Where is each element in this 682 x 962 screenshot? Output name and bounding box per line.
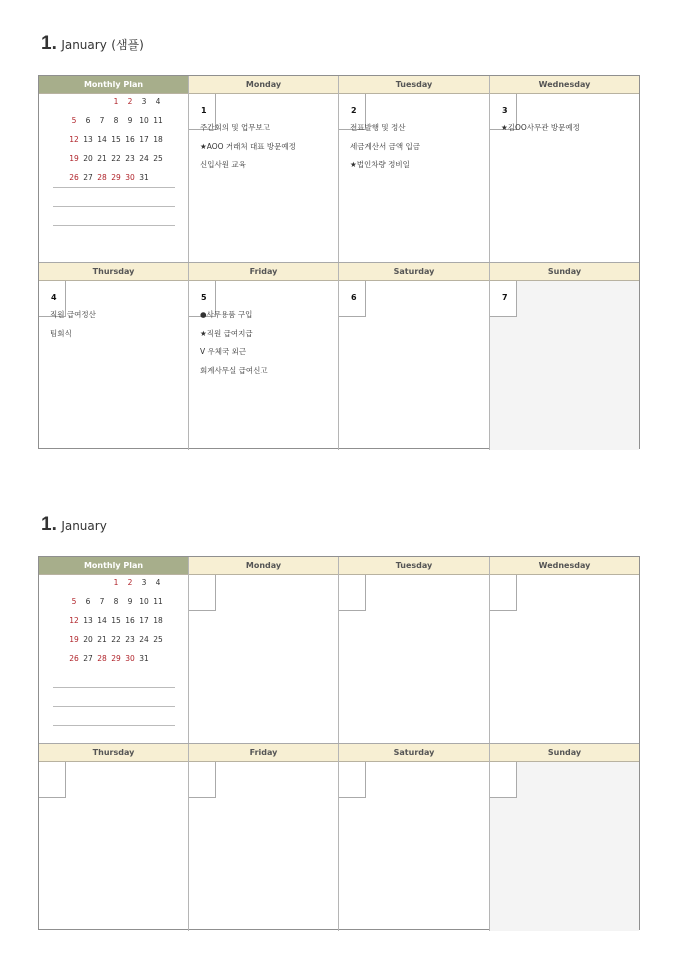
- mini-calendar-day: 2: [127, 578, 133, 587]
- header-thursday: Thursday: [39, 263, 188, 281]
- day-cell-sunday[interactable]: [490, 744, 639, 931]
- mini-calendar-day: 23: [125, 635, 135, 644]
- day-cell-saturday[interactable]: [339, 744, 490, 931]
- date-number: 4: [51, 293, 57, 302]
- mini-calendar-day: 1: [113, 97, 119, 106]
- event-item: ★김OO사무관 방문예정: [501, 123, 580, 132]
- header-thursday: Thursday: [39, 744, 188, 762]
- mini-calendar-day: 22: [111, 635, 121, 644]
- mini-calendar-day: 18: [153, 616, 163, 625]
- monthly-plan-header: Monthly Plan: [39, 76, 188, 94]
- note-line[interactable]: [53, 187, 175, 188]
- header-friday: Friday: [189, 263, 338, 281]
- date-box: [189, 762, 216, 798]
- week-row-bottom: [39, 263, 639, 450]
- mini-calendar-day: 9: [127, 116, 133, 125]
- month-name: January: [61, 519, 107, 533]
- event-item: ★법인차량 정비일: [350, 160, 410, 170]
- month-number: 1.: [41, 33, 57, 54]
- mini-calendar-day: 2: [127, 97, 133, 106]
- event-item: 직원 급여정산: [50, 310, 96, 319]
- event-item: 회계사무실 급여신고: [200, 366, 268, 376]
- mini-calendar-day: 22: [111, 154, 121, 163]
- mini-calendar-day: 14: [97, 616, 107, 625]
- event-item: 팀회식: [50, 328, 72, 338]
- mini-calendar-day: 20: [83, 635, 93, 644]
- monthly-plan-header: Monthly Plan: [39, 557, 188, 575]
- event-list: [50, 306, 186, 343]
- event-item: ★AOO 거래처 대표 방문예정: [200, 141, 296, 151]
- mini-calendar-day: 26: [69, 654, 79, 663]
- mini-calendar-day: 27: [83, 173, 93, 182]
- date-number: 7: [502, 293, 508, 302]
- day-cell-monday[interactable]: [189, 76, 339, 262]
- mini-calendar-day: 31: [139, 654, 149, 663]
- day-cell-friday[interactable]: [189, 744, 339, 931]
- mini-calendar-day: 11: [153, 116, 163, 125]
- note-line[interactable]: [53, 687, 175, 688]
- header-tuesday: Tuesday: [339, 557, 489, 575]
- header-sunday: Sunday: [490, 744, 639, 762]
- day-cell-friday[interactable]: [189, 263, 339, 450]
- mini-calendar-day: 17: [139, 616, 149, 625]
- mini-calendar-day: 20: [83, 154, 93, 163]
- mini-calendar-day: 13: [83, 135, 93, 144]
- title-sample-note: (샘플): [111, 38, 144, 52]
- monthly-plan-cell: [39, 557, 189, 743]
- header-monday: Monday: [189, 557, 338, 575]
- header-wednesday: Wednesday: [490, 76, 639, 94]
- date-box: [339, 575, 366, 611]
- day-cell-tuesday[interactable]: [339, 76, 490, 262]
- page-title: [41, 33, 144, 55]
- event-item: 신입사원 교육: [200, 160, 246, 170]
- date-box: [490, 575, 517, 611]
- monthly-plan-sheet: [38, 75, 640, 449]
- mini-calendar-day: 12: [69, 135, 79, 144]
- mini-calendar-day: 15: [111, 135, 121, 144]
- mini-calendar-day: 14: [97, 135, 107, 144]
- event-item: V 우체국 외근: [200, 347, 247, 357]
- header-tuesday: Tuesday: [339, 76, 489, 94]
- mini-calendar-day: 29: [111, 173, 121, 182]
- header-saturday: Saturday: [339, 263, 489, 281]
- date-number: 1: [201, 106, 207, 115]
- mini-calendar-day: 5: [71, 597, 77, 606]
- event-list: [501, 119, 637, 138]
- mini-calendar-day: 28: [97, 173, 107, 182]
- mini-calendar-day: 10: [139, 597, 149, 606]
- mini-calendar-day: 24: [139, 154, 149, 163]
- mini-calendar-day: 24: [139, 635, 149, 644]
- mini-calendar-day: 23: [125, 154, 135, 163]
- day-cell-thursday[interactable]: [39, 744, 189, 931]
- note-line[interactable]: [53, 725, 175, 726]
- mini-calendar-day: 4: [155, 578, 161, 587]
- mini-calendar-day: 19: [69, 154, 79, 163]
- note-line[interactable]: [53, 225, 175, 226]
- event-list: [350, 119, 487, 175]
- note-line[interactable]: [53, 706, 175, 707]
- event-item: 주간회의 및 업무보고: [200, 123, 270, 132]
- header-monday: Monday: [189, 76, 338, 94]
- day-cell-thursday[interactable]: [39, 263, 189, 450]
- mini-calendar-day: 18: [153, 135, 163, 144]
- event-item: 전표발행 및 정산: [350, 123, 406, 132]
- mini-calendar-day: 6: [85, 116, 91, 125]
- mini-calendar-day: 25: [153, 154, 163, 163]
- mini-calendar-day: 21: [97, 635, 107, 644]
- note-line[interactable]: [53, 206, 175, 207]
- page-title: [41, 514, 107, 536]
- day-cell-monday[interactable]: [189, 557, 339, 743]
- mini-calendar-day: 31: [139, 173, 149, 182]
- mini-calendar-day: 17: [139, 135, 149, 144]
- mini-calendar-day: 1: [113, 578, 119, 587]
- mini-calendar-day: 8: [113, 116, 119, 125]
- month-number: 1.: [41, 514, 57, 535]
- date-number: 5: [201, 293, 207, 302]
- mini-calendar-day: 26: [69, 173, 79, 182]
- header-saturday: Saturday: [339, 744, 489, 762]
- header-sunday: Sunday: [490, 263, 639, 281]
- mini-calendar-day: 9: [127, 597, 133, 606]
- event-list: [200, 306, 336, 381]
- mini-calendar-day: 28: [97, 654, 107, 663]
- month-name: January: [61, 38, 107, 52]
- mini-calendar-day: 16: [125, 135, 135, 144]
- mini-calendar-day: 11: [153, 597, 163, 606]
- date-number: 3: [502, 106, 508, 115]
- mini-calendar-day: 16: [125, 616, 135, 625]
- mini-calendar-day: 3: [141, 578, 147, 587]
- mini-calendar-day: 7: [99, 597, 105, 606]
- mini-calendar-day: 15: [111, 616, 121, 625]
- mini-calendar-day: 27: [83, 654, 93, 663]
- mini-calendar-day: 30: [125, 654, 135, 663]
- day-cell-sunday[interactable]: [490, 263, 639, 450]
- monthly-plan-sheet: [38, 556, 640, 930]
- date-number: 2: [351, 106, 357, 115]
- week-row-top: [39, 76, 639, 263]
- mini-calendar-day: 10: [139, 116, 149, 125]
- mini-calendar-day: 8: [113, 597, 119, 606]
- mini-calendar-day: 3: [141, 97, 147, 106]
- day-cell-wednesday[interactable]: [490, 76, 639, 262]
- date-box: [339, 762, 366, 798]
- mini-calendar-day: 21: [97, 154, 107, 163]
- mini-calendar-day: 4: [155, 97, 161, 106]
- week-row-top: [39, 557, 639, 744]
- event-item: ●사무용품 구입: [200, 310, 253, 319]
- mini-calendar-day: 13: [83, 616, 93, 625]
- mini-calendar-day: 5: [71, 116, 77, 125]
- mini-calendar-day: 29: [111, 654, 121, 663]
- mini-calendar-day: 7: [99, 116, 105, 125]
- monthly-plan-cell: [39, 76, 189, 262]
- mini-calendar-day: 30: [125, 173, 135, 182]
- event-item: 세금계산서 금액 입금: [350, 141, 420, 151]
- date-box: [490, 762, 517, 798]
- date-box: [189, 575, 216, 611]
- mini-calendar-day: 6: [85, 597, 91, 606]
- date-box: [39, 762, 66, 798]
- date-number: 6: [351, 293, 357, 302]
- event-item: ★직원 급여지급: [200, 328, 253, 338]
- mini-calendar-day: 25: [153, 635, 163, 644]
- mini-calendar-day: 12: [69, 616, 79, 625]
- header-friday: Friday: [189, 744, 338, 762]
- day-cell-wednesday[interactable]: [490, 557, 639, 743]
- header-wednesday: Wednesday: [490, 557, 639, 575]
- day-cell-tuesday[interactable]: [339, 557, 490, 743]
- mini-calendar-day: 19: [69, 635, 79, 644]
- week-row-bottom: [39, 744, 639, 931]
- event-list: [200, 119, 336, 175]
- day-cell-saturday[interactable]: [339, 263, 490, 450]
